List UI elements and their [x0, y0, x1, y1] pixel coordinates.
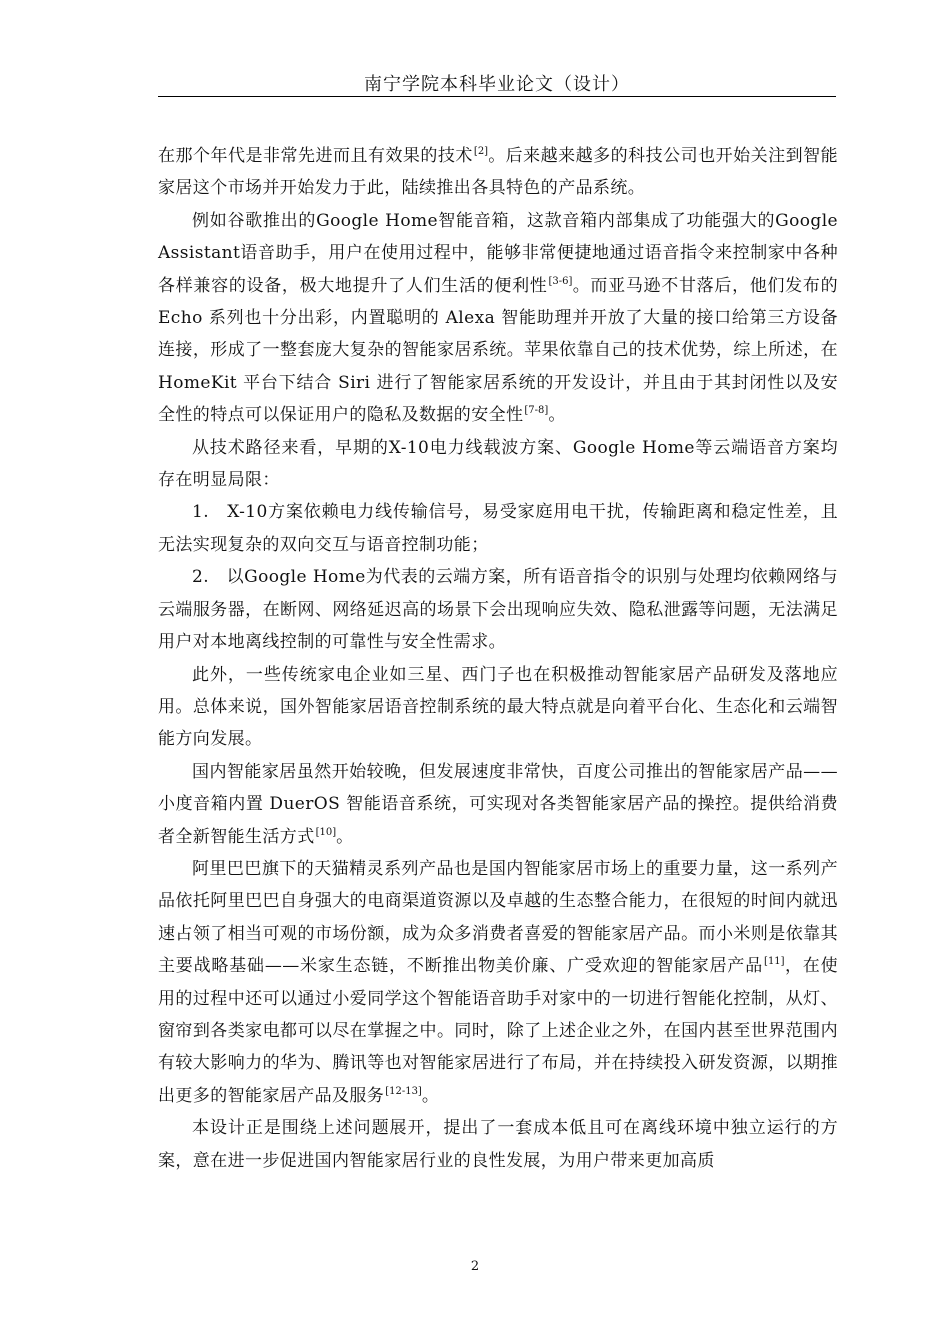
paragraph-text: 1. X-10方案依赖电力线传输信号，易受家庭用电干扰，传输距离和稳定性差，且无法实现复杂的双向交互与语音控制功能； — [158, 502, 838, 555]
list-item-2 — [158, 561, 838, 658]
paragraph-text: 2. 以Google Home为代表的云端方案，所有语音指令的识别与处理均依赖网络与云端服务器，在断网、网络延迟高的场景下会出现响应失效、隐私泄露等问题，无法满足用户对本地离线控制的可靠性与安全性需求。 — [158, 567, 838, 653]
citation: [11] — [764, 956, 785, 968]
paragraph-text: 阿里巴巴旗下的天猫精灵系列产品也是国内智能家居市场上的重要力量，这一系列产品依托阿里巴巴自身强大的电商渠道资源以及卓越的生态整合能力，在很短的时间内就迅速占领了相当可观的市场份额，成为众多消费者喜爱的智能家居产品。而小米则是依靠其主要战略基础——米家生态链，不断推出物美价廉、广受欢迎的智能家居产品 — [158, 858, 838, 977]
citation: [10] — [315, 826, 337, 838]
paragraph-text: 。 — [421, 1085, 440, 1106]
paragraph-text: 。而亚马逊不甘落后，他们发布的 Echo 系列也十分出彩，内置聪明的 Alexa 智能助理并开放了大量的接口给第三方设备连接，形成了一整套庞大复杂的智能家居系统。苹果依靠自己的技术优势，综上所述，在 HomeKit 平台下结合 Siri 进行了智能家居系统的开发设计，并且由于其封闭性以及安全性的特点可以保证用户的隐私及数据的安全性 — [158, 275, 838, 426]
paragraph-text: 此外，一些传统家电企业如三星、西门子也在积极推动智能家居产品研发及落地应用。总体来说，国外智能家居语音控制系统的最大特点就是向着平台化、生态化和云端智能方向发展。 — [158, 664, 838, 750]
citation: [12-13] — [385, 1085, 422, 1097]
paragraph-text: 从技术路径来看，早期的X-10电力线载波方案、Google Home等云端语音方案均存在明显局限： — [158, 437, 838, 491]
paragraph-text: 国内智能家居虽然开始较晚，但发展速度非常快，百度公司推出的智能家居产品——小度音箱内置 DuerOS 智能语音系统，可实现对各类智能家居产品的操控。提供给消费者全新智能生活方式 — [158, 761, 838, 847]
paragraph-text: 本设计正是围绕上述问题展开，提出了一套成本低且可在离线环境中独立运行的方案，意在进一步促进国内智能家居行业的良性发展，为用户带来更加高质 — [158, 1118, 838, 1171]
paragraph-4 — [158, 659, 838, 756]
page-number: 2 — [470, 1259, 480, 1274]
paragraph-5 — [158, 756, 838, 853]
citation: [3-6] — [548, 275, 573, 287]
citation: [2] — [473, 146, 489, 157]
paragraph-6 — [158, 853, 838, 1112]
body-text — [158, 140, 838, 1177]
paragraph-1 — [158, 140, 838, 205]
paragraph-text: ，在使用的过程中还可以通过小爱同学这个智能语音助手对家中的一切进行智能化控制，从灯、窗帘到各类家电都可以尽在掌握之中。同时，除了上述企业之外，在国内甚至世界范围内有较大影响力的华为、腾讯等也对智能家居进行了布局，并在持续投入研发资源，以期推出更多的智能家居产品及服务 — [158, 956, 838, 1106]
paragraph-text: 。 — [336, 826, 354, 847]
paragraph-7 — [158, 1112, 838, 1177]
paragraph-text: 在那个年代是非常先进而且有效果的技术 — [158, 146, 473, 166]
paragraph-2 — [158, 205, 838, 432]
list-item-1 — [158, 496, 838, 561]
running-header: 南宁学院本科毕业论文（设计） — [364, 74, 630, 95]
paragraph-text: 。后来越来越多的科技公司也开始关注到智能家居这个市场并开始发力于此，陆续推出各具特色的产品系统。 — [158, 146, 839, 199]
paragraph-3 — [158, 432, 838, 497]
paragraph-text: 。 — [548, 405, 566, 426]
paragraph-text: 例如谷歌推出的Google Home智能音箱，这款音箱内部集成了功能强大的Google Assistant语音助手，用户在使用过程中，能够非常便捷地通过语音指令来控制家中各种各样兼容的设备，极大地提升了人们生活的便利性 — [158, 210, 838, 296]
header-rule — [158, 96, 836, 97]
citation: [7-8] — [524, 405, 549, 417]
